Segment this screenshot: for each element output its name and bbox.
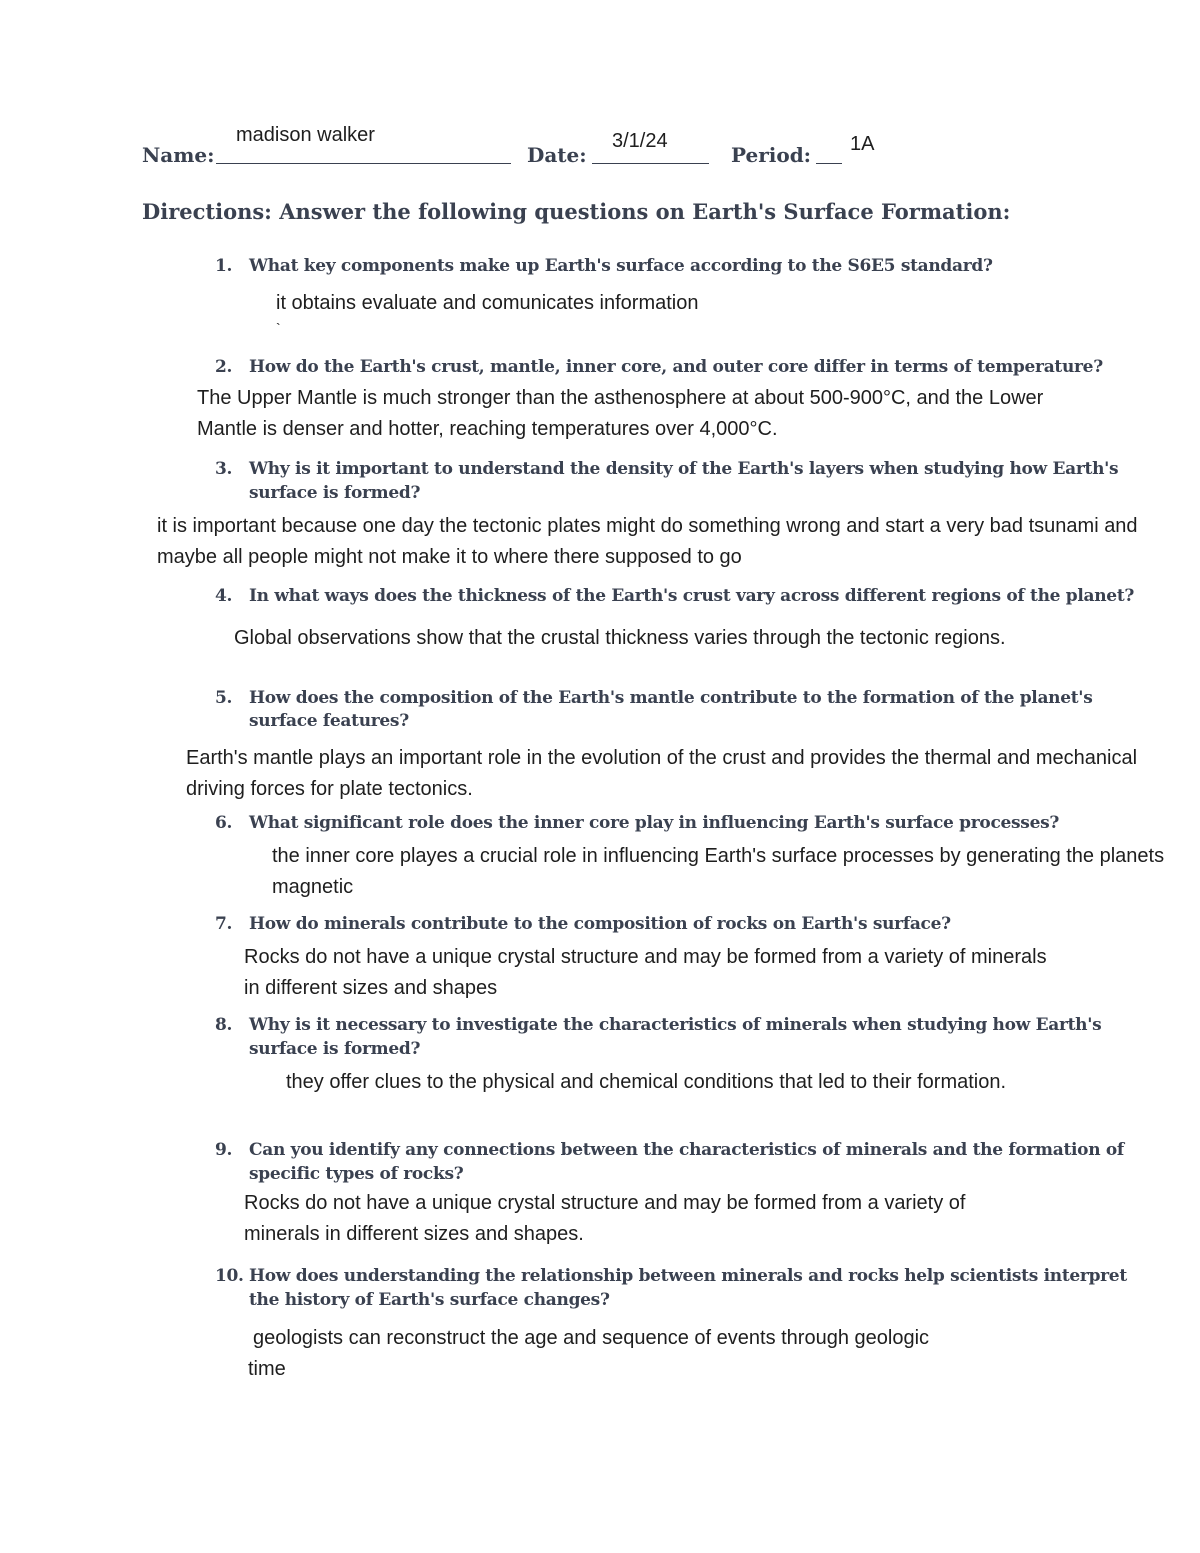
- answer-field[interactable]: magnetic: [272, 876, 354, 898]
- name-blank-line: [216, 163, 511, 164]
- question-text: What key components make up Earth's surface according to the S6E5 standard?: [249, 256, 993, 276]
- question-text: surface features?: [249, 711, 409, 731]
- answer-field[interactable]: The Upper Mantle is much stronger than the asthenosphere at about 500-900°C, and the Lower: [197, 387, 1044, 409]
- name-field[interactable]: madison walker: [236, 124, 375, 146]
- answer-field[interactable]: Earth's mantle plays an important role in the evolution of the crust and provides the thermal and mechanical: [186, 747, 1138, 769]
- question-text: What significant role does the inner core play in influencing Earth's surface processes?: [249, 813, 1060, 833]
- answer-field[interactable]: driving forces for plate tectonics.: [186, 778, 473, 800]
- date-blank-line: [592, 163, 709, 164]
- answer-field[interactable]: geologists can reconstruct the age and sequence of events through geologic: [253, 1327, 930, 1349]
- answer-field[interactable]: in different sizes and shapes: [244, 977, 498, 999]
- period-label: Period:: [731, 143, 812, 167]
- answer-field[interactable]: Mantle is denser and hotter, reaching temperatures over 4,000°C.: [197, 418, 778, 440]
- date-field[interactable]: 3/1/24: [612, 130, 668, 152]
- question-text: How do the Earth's crust, mantle, inner core, and outer core differ in terms of temperature?: [249, 357, 1103, 377]
- question-number: 7.: [215, 914, 233, 934]
- question-number: 10.: [215, 1266, 244, 1286]
- date-label: Date:: [527, 143, 587, 167]
- answer-field[interactable]: it is important because one day the tectonic plates might do something wrong and start a very bad tsunami and: [157, 515, 1138, 537]
- question-text: Can you identify any connections between the characteristics of minerals and the formation of: [249, 1140, 1124, 1160]
- answer-field[interactable]: minerals in different sizes and shapes.: [244, 1223, 584, 1245]
- directions-heading: Directions: Answer the following questions on Earth's Surface Formation:: [142, 199, 1011, 224]
- answer-field[interactable]: Global observations show that the crustal thickness varies through the tectonic regions.: [234, 627, 1006, 649]
- period-blank-line: [816, 163, 842, 164]
- answer-field[interactable]: Rocks do not have a unique crystal structure and may be formed from a variety of minerals: [244, 946, 1047, 968]
- question-text: surface is formed?: [249, 1039, 421, 1059]
- question-number: 9.: [215, 1140, 233, 1160]
- question-number: 2.: [215, 357, 233, 377]
- answer-field[interactable]: maybe all people might not make it to where there supposed to go: [157, 546, 742, 568]
- question-number: 5.: [215, 688, 233, 708]
- question-text: How does understanding the relationship between minerals and rocks help scientists interpret: [249, 1266, 1127, 1286]
- name-label: Name:: [142, 143, 215, 167]
- answer-field[interactable]: time: [248, 1358, 286, 1380]
- question-text: specific types of rocks?: [249, 1164, 464, 1184]
- question-number: 3.: [215, 459, 233, 479]
- question-number: 6.: [215, 813, 233, 833]
- question-number: 8.: [215, 1015, 233, 1035]
- answer-field[interactable]: `: [276, 320, 281, 336]
- question-text: the history of Earth's surface changes?: [249, 1290, 610, 1310]
- answer-field[interactable]: the inner core playes a crucial role in influencing Earth's surface processes by generating the planets: [272, 845, 1165, 867]
- question-text: How does the composition of the Earth's mantle contribute to the formation of the planet's: [249, 688, 1093, 708]
- question-text: surface is formed?: [249, 483, 421, 503]
- answer-field[interactable]: it obtains evaluate and comunicates information: [276, 292, 699, 314]
- answer-field[interactable]: they offer clues to the physical and chemical conditions that led to their formation.: [286, 1071, 1007, 1093]
- question-text: Why is it necessary to investigate the characteristics of minerals when studying how Earth's: [249, 1015, 1102, 1035]
- question-number: 4.: [215, 586, 233, 606]
- answer-field[interactable]: Rocks do not have a unique crystal structure and may be formed from a variety of: [244, 1192, 966, 1214]
- question-text: Why is it important to understand the density of the Earth's layers when studying how Earth's: [249, 459, 1119, 479]
- period-field[interactable]: 1A: [850, 133, 875, 155]
- question-text: In what ways does the thickness of the Earth's crust vary across different regions of the planet?: [249, 586, 1135, 606]
- question-text: How do minerals contribute to the composition of rocks on Earth's surface?: [249, 914, 951, 934]
- question-number: 1.: [215, 256, 233, 276]
